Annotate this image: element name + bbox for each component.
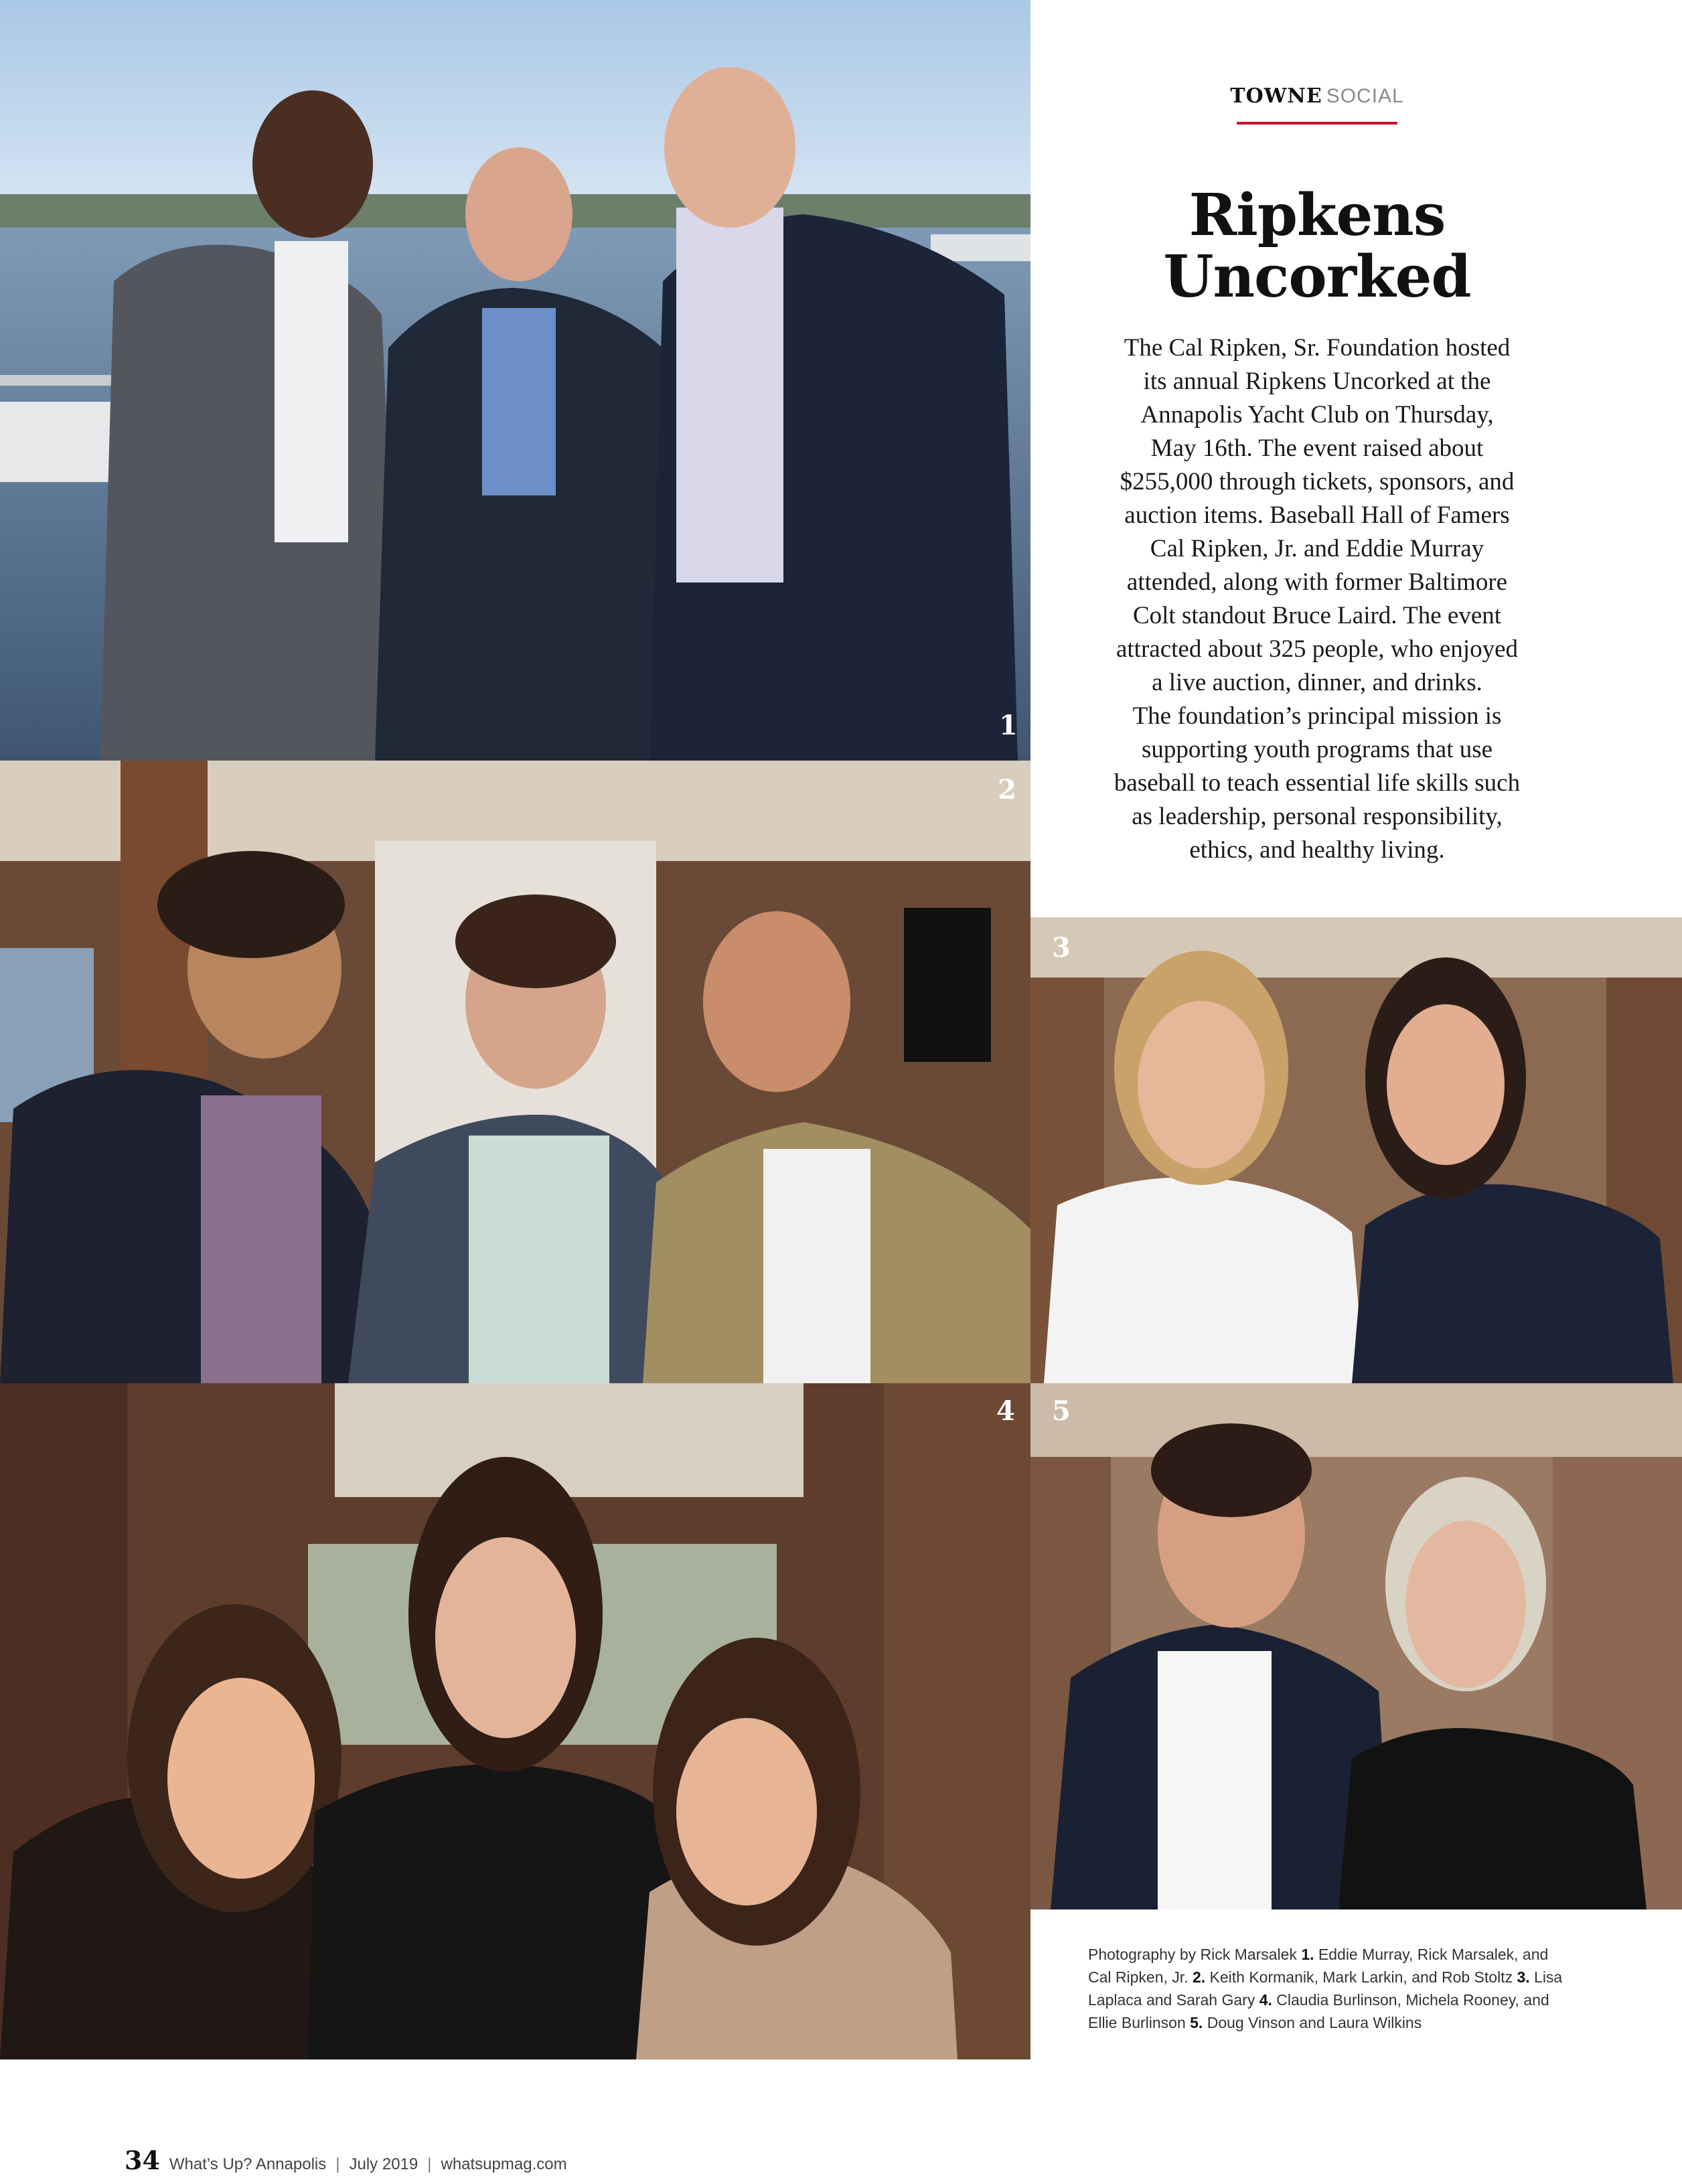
section-label — [1030, 84, 1604, 108]
body-line: its annual Ripkens Uncorked at the — [1143, 368, 1491, 395]
caption-num-5: 5. — [1190, 2014, 1203, 2031]
photo-number-2: 2 — [998, 774, 1016, 805]
title-line-2: Uncorked — [1163, 243, 1471, 311]
body-line: The foundation’s principal mission is — [1132, 702, 1502, 730]
photo-4 — [0, 1383, 1030, 2059]
article-title — [1030, 181, 1604, 311]
page-number: 34 — [125, 2145, 160, 2175]
photo-4-image — [0, 1383, 1030, 2059]
body-line: supporting youth programs that use — [1141, 736, 1493, 763]
photo-5 — [1030, 1383, 1682, 1909]
title-line-1: Ripkens — [1189, 181, 1446, 249]
section-label-light: SOCIAL — [1326, 85, 1404, 107]
caption-num-2: 2. — [1192, 1968, 1206, 1986]
caption-text-5: Doug Vinson and Laura Wilkins — [1203, 2014, 1422, 2031]
caption-num-4: 4. — [1259, 1991, 1272, 2009]
body-line: May 16th. The event raised about — [1150, 435, 1484, 462]
caption-text-3: Lisa Laplaca and Sarah Gary — [1088, 1968, 1563, 2009]
body-line: Cal Ripken, Jr. and Eddie Murray — [1150, 535, 1484, 562]
caption-num-3: 3. — [1517, 1968, 1530, 1986]
caption-text-2: Keith Kormanik, Mark Larkin, and Rob Stoltz — [1205, 1968, 1517, 1986]
publication-name: What’s Up? Annapolis — [169, 2155, 327, 2173]
article-body — [1085, 331, 1549, 867]
footer-separator: | — [427, 2155, 432, 2173]
body-line: The Cal Ripken, Sr. Foundation hosted — [1124, 334, 1511, 362]
body-line: $255,000 through tickets, sponsors, and — [1120, 468, 1515, 495]
body-line: ethics, and healthy living. — [1189, 836, 1445, 864]
body-line: attended, along with former Baltimore — [1126, 568, 1508, 596]
photo-5-image — [1030, 1383, 1682, 1909]
issue-date: July 2019 — [349, 2155, 418, 2173]
photo-number-3: 3 — [1052, 932, 1071, 963]
footer-separator: | — [335, 2155, 340, 2173]
photo-number-1: 1 — [999, 710, 1018, 741]
body-line: attracted about 325 people, who enjoyed — [1116, 635, 1519, 663]
body-line: as leadership, personal responsibility, — [1132, 803, 1503, 830]
body-line: baseball to teach essential life skills such — [1114, 769, 1521, 797]
photo-number-4: 4 — [996, 1395, 1015, 1427]
section-rule — [1237, 122, 1397, 125]
body-line: Annapolis Yacht Club on Thursday, — [1140, 401, 1494, 428]
page-footer — [125, 2145, 567, 2179]
photo-caption — [1088, 1943, 1570, 2034]
caption-num-1: 1. — [1301, 1946, 1314, 1963]
photo-1 — [0, 0, 1030, 761]
caption-text-4: Claudia Burlinson, Michela Rooney, and Ellie Burlinson — [1088, 1991, 1549, 2031]
photo-2 — [0, 761, 1030, 1383]
caption-text-1: Eddie Murray, Rick Marsalek, and Cal Ripken, Jr. — [1088, 1946, 1549, 1986]
photo-3 — [1030, 917, 1682, 1383]
body-line: auction items. Baseball Hall of Famers — [1124, 501, 1510, 529]
photo-3-image — [1030, 917, 1682, 1383]
photo-1-image — [0, 0, 1030, 761]
photo-number-5: 5 — [1052, 1395, 1071, 1427]
section-label-strong: TOWNE — [1230, 84, 1322, 108]
body-line: a live auction, dinner, and drinks. — [1152, 669, 1482, 696]
website[interactable]: whatsupmag.com — [441, 2155, 567, 2173]
photo-2-image — [0, 761, 1030, 1383]
body-line: Colt standout Bruce Laird. The event — [1132, 602, 1502, 629]
caption-intro: Photography by Rick Marsalek — [1088, 1946, 1302, 1963]
